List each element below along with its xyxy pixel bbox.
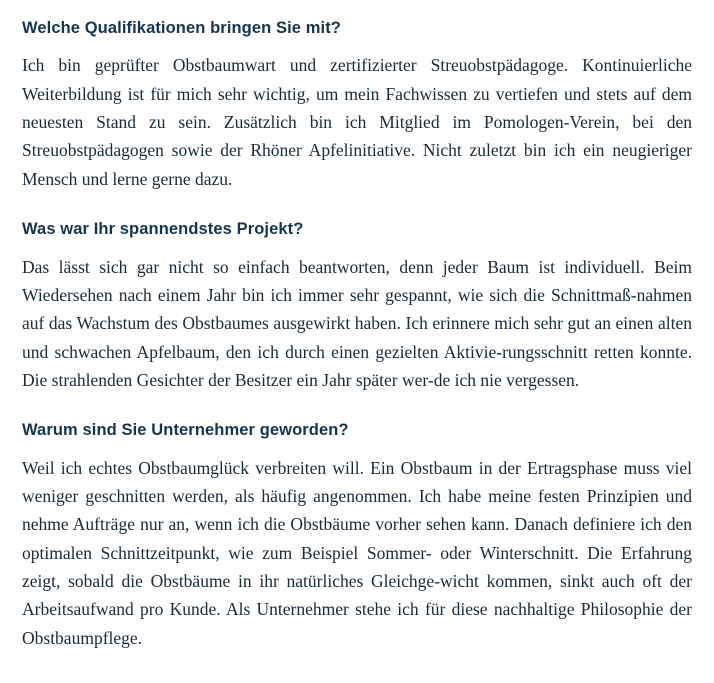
question-heading: Was war Ihr spannendstes Projekt? — [22, 220, 304, 239]
qa-block-unternehmer — [22, 420, 692, 652]
question-heading: Warum sind Sie Unternehmer geworden? — [22, 421, 349, 440]
answer-paragraph: Weil ich echtes Obstbaumglück verbreiten will. Ein Obstbaum in der Ertragsphase muss viel weniger geschnitten werden, als häufig angenommen. Ich habe meine festen Prinzipien und nehme Aufträge nur an, wenn ich die Obstbäume vorher sehen kann. Danach definiere ich den optimalen Schnittzeitpunkt, wie zum Beispiel Sommer- oder Winterschnitt. Die Erfahrung zeigt, sobald die Obstbäume in ihr natürliches Gleichge-wicht kommen, sinkt auch oft der Arbeitsaufwand pro Kunde. Als Unternehmer stehe ich für diese nachhaltige Philosophie der Obstbaumpflege. — [22, 457, 692, 648]
qa-block-projekt — [22, 219, 692, 394]
qa-block-qualifikationen — [22, 18, 692, 193]
answer-paragraph: Ich bin geprüfter Obstbaumwart und zertifizierter Streuobstpädagoge. Kontinuierliche Weiterbildung ist für mich sehr wichtig, um mein Fachwissen zu vertiefen und stets auf dem neuesten Stand zu sein. Zusätzlich bin ich Mitglied im Pomologen-Verein, bei den Streuobstpädagogen sowie der Rhöner Apfelinitiative. Nicht zuletzt bin ich ein neugieriger Mensch und lerne gerne dazu. — [22, 55, 692, 189]
question-heading: Welche Qualifikationen bringen Sie mit? — [22, 19, 341, 37]
answer-paragraph: Das lässt sich gar nicht so einfach beantworten, denn jeder Baum ist individuell. Beim Wiedersehen nach einem Jahr bin ich immer sehr gespannt, wie sich die Schnittmaß-nahmen auf das Wachstum des Obstbaumes ausgewirkt haben. Ich erinnere mich sehr gut an einen alten und schwachen Apfelbaum, den ich durch einen gezielten Aktivie-rungsschnitt retten konnte. Die strahlenden Gesichter der Besitzer ein Jahr später wer-de ich nie vergessen. — [22, 256, 692, 390]
